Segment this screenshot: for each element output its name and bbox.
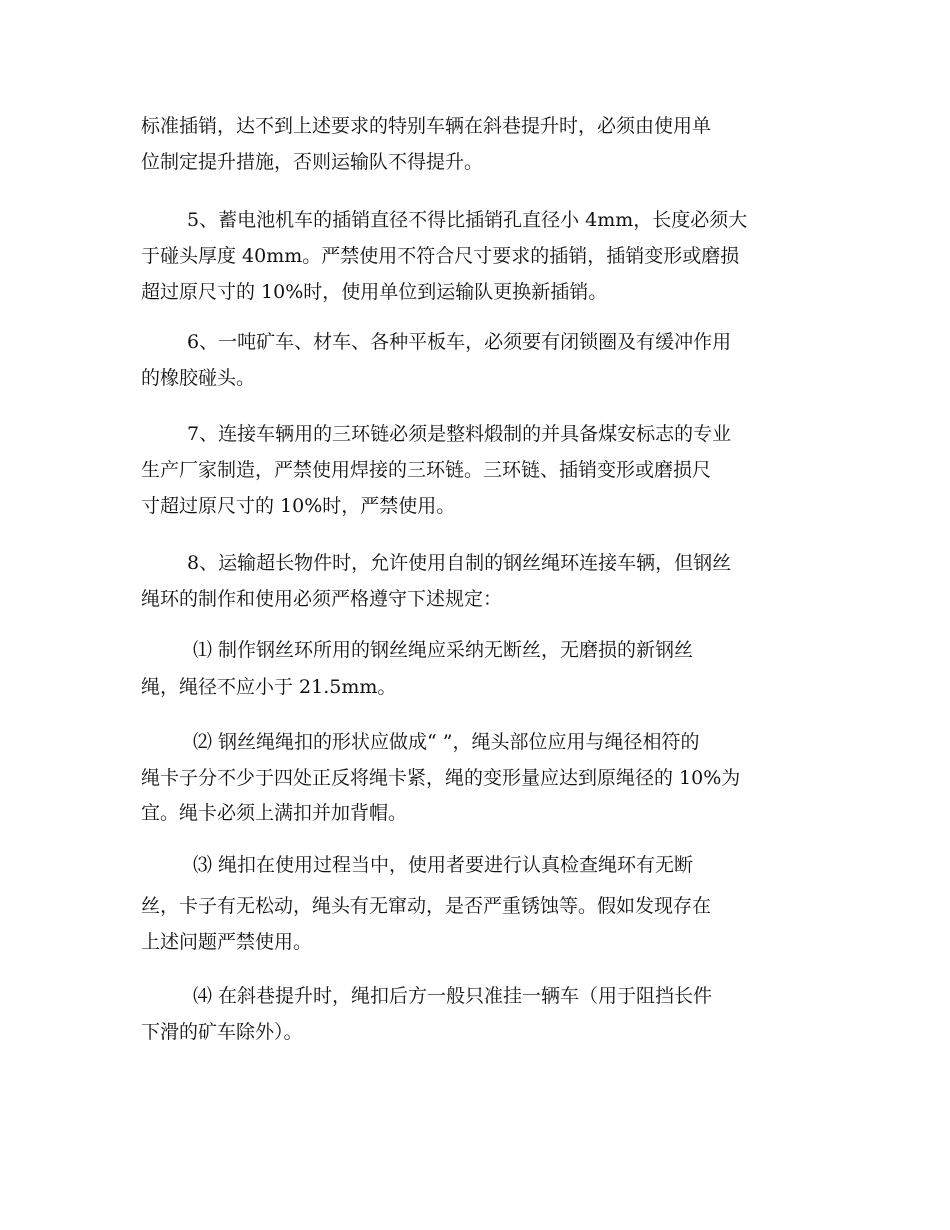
paragraph-line: 于碰头厚度 40mm。严禁使用不符合尺寸要求的插销，插销变形或磨损 bbox=[141, 245, 740, 267]
paragraph-line: 上述问题严禁使用。 bbox=[141, 931, 313, 953]
paragraph-line: 宜。绳卡必须上满扣并加背帽。 bbox=[141, 802, 408, 824]
paragraph-line: ⑷ 在斜巷提升时，绳扣后方一般只准挂一辆车（用于阻挡长件 bbox=[193, 985, 713, 1007]
paragraph-line: 位制定提升措施，否则运输队不得提升。 bbox=[141, 151, 484, 173]
paragraph-line: 生产厂家制造，严禁使用焊接的三环链。三环链、插销变形或磨损尺 bbox=[141, 459, 712, 481]
paragraph-line: 标准插销，达不到上述要求的特别车辆在斜巷提升时，必须由使用单 bbox=[141, 115, 712, 137]
paragraph-line: ⑵ 钢丝绳绳扣的形状应做成“ ”，绳头部位应用与绳径相符的 bbox=[193, 731, 700, 753]
paragraph-line: 丝，卡子有无松动，绳头有无窜动，是否严重锈蚀等。假如发现存在 bbox=[141, 895, 712, 917]
paragraph-line: 寸超过原尺寸的 10%时，严禁使用。 bbox=[141, 495, 456, 517]
paragraph-line: 的橡胶碰头。 bbox=[141, 367, 256, 389]
paragraph-line: 6、一吨矿车、材车、各种平板车，必须要有闭锁圈及有缓冲作用 bbox=[187, 331, 732, 353]
paragraph-line: 绳卡子分不少于四处正反将绳卡紧，绳的变形量应达到原绳径的 10%为 bbox=[141, 767, 741, 789]
paragraph-line: 下滑的矿车除外）。 bbox=[141, 1021, 303, 1043]
paragraph-line: 绳，绳径不应小于 21.5mm。 bbox=[141, 676, 397, 698]
paragraph-line: 5、蓄电池机车的插销直径不得比插销孔直径小 4mm，长度必须大 bbox=[187, 209, 748, 231]
paragraph-line: 7、连接车辆用的三环链必须是整料煅制的并具备煤安标志的专业 bbox=[187, 423, 732, 445]
paragraph-line: 绳环的制作和使用必须严格遵守下述规定： bbox=[141, 588, 503, 610]
paragraph-line: 8、运输超长物件时，允许使用自制的钢丝绳环连接车辆，但钢丝 bbox=[187, 552, 732, 574]
paragraph-line: ⑴ 制作钢丝环所用的钢丝绳应采纳无断丝，无磨损的新钢丝 bbox=[193, 639, 694, 661]
paragraph-line: ⑶ 绳扣在使用过程当中，使用者要进行认真检查绳环有无断 bbox=[193, 854, 694, 876]
paragraph-line: 超过原尺寸的 10%时，使用单位到运输队更换新插销。 bbox=[141, 281, 608, 303]
